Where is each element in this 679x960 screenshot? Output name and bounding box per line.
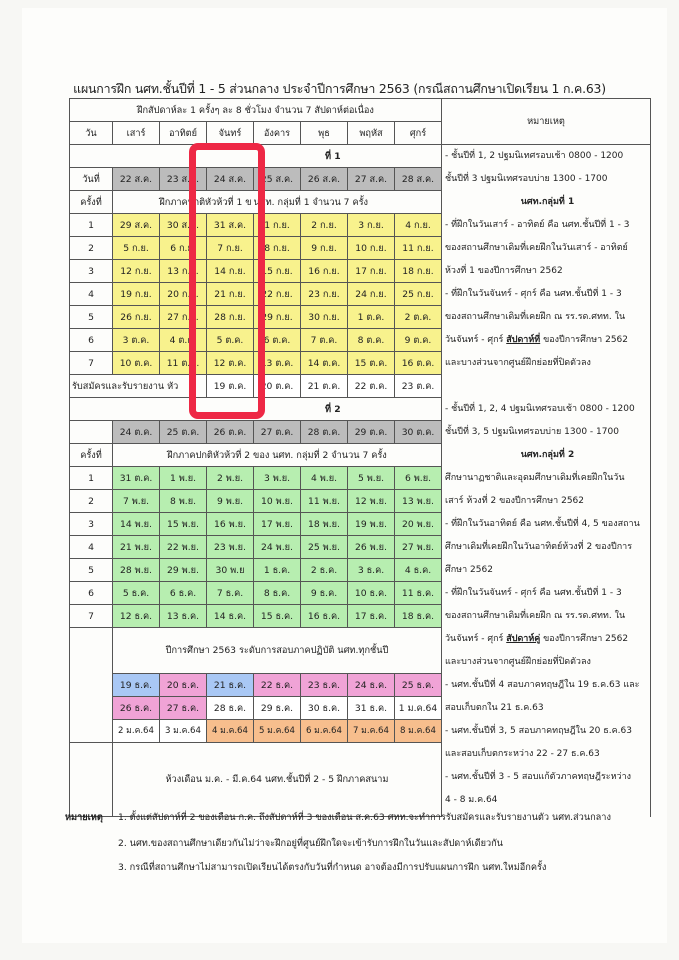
exam-date: 4 ม.ค.64 — [207, 720, 254, 743]
remark-text: ศึกษานาฏชาติและอุดมศึกษาเดิมที่เคยฝึกในวัน — [442, 467, 651, 490]
group1-date: 3 ก.ย. — [348, 214, 395, 237]
group2-date: 3 พ.ย. — [254, 467, 301, 490]
group2-date: 6 ธ.ค. — [160, 582, 207, 605]
session-number: 7 — [70, 352, 113, 375]
exam-date: 1 ม.ค.64 — [395, 697, 442, 720]
group2-date: 12 พ.ย. — [348, 490, 395, 513]
exam-date: 20 ธ.ค. — [160, 674, 207, 697]
register-date: 23 ต.ค. — [395, 375, 442, 398]
week1-label: ที่ 1 — [70, 145, 442, 168]
table-row — [70, 352, 651, 375]
day-header: พฤหัส — [348, 122, 395, 145]
remark-text: - นศท.ชั้นปีที่ 4 สอบภาคทฤษฎีใน 19 ธ.ค.63 และ — [442, 674, 651, 697]
group1-date: 29 ส.ค. — [113, 214, 160, 237]
exam-date: 25 ธ.ค. — [395, 674, 442, 697]
group2-date: 10 พ.ย. — [254, 490, 301, 513]
register-label: รับสมัครและรับรายงาน หัว — [70, 375, 207, 398]
group2-date: 18 พ.ย. — [301, 513, 348, 536]
week2-date: 28 ต.ค. — [301, 421, 348, 444]
table-row — [70, 444, 651, 467]
blank-cell — [70, 720, 113, 743]
day-header: อาทิตย์ — [160, 122, 207, 145]
group2-date: 17 ธ.ค. — [348, 605, 395, 628]
group1-date: 21 ก.ย. — [207, 283, 254, 306]
table-row — [70, 559, 651, 582]
group1-date: 30 ก.ย. — [301, 306, 348, 329]
group2-date: 10 ธ.ค. — [348, 582, 395, 605]
session-number: 6 — [70, 582, 113, 605]
group2-date: 29 พ.ย. — [160, 559, 207, 582]
note-2: 2. นศท.ของสถานศึกษาเดียวกันไม่ว่าจะฝึกอยู่ที่ศูนย์ฝึกใดจะเข้ารับการฝึกในวันและสัปดาห์เดียวกัน — [118, 838, 503, 849]
group1-date: 6 ก.ย. — [160, 237, 207, 260]
highlight-box — [189, 143, 265, 419]
group2-date: 15 พ.ย. — [160, 513, 207, 536]
exam-title: ปีการศึกษา 2563 ระดับการสอบภาคปฏิบัติ นศท.ทุกชั้นปี — [113, 628, 442, 674]
day-header: ศุกร์ — [395, 122, 442, 145]
date-label — [70, 421, 113, 444]
group2-date: 24 พ.ย. — [254, 536, 301, 559]
week1-date: 23 ส.ค. — [160, 168, 207, 191]
group1-date: 27 ก.ย. — [160, 306, 207, 329]
group2-date: 30 พ.ย — [207, 559, 254, 582]
remark-text: - ที่ฝึกในวันอาทิตย์ คือ นศท.ชั้นปีที่ 4, 5 ของสถาน — [442, 513, 651, 536]
group2-date: 7 ธ.ค. — [207, 582, 254, 605]
group2-date: 27 พ.ย. — [395, 536, 442, 559]
group1-date: 16 ก.ย. — [301, 260, 348, 283]
exam-date: 3 ม.ค.64 — [160, 720, 207, 743]
session-number: 2 — [70, 490, 113, 513]
remark-fragment: วันจันทร์ - ศุกร์ — [445, 633, 507, 644]
group1-date: 7 ต.ค. — [301, 329, 348, 352]
group2-date: 18 ธ.ค. — [395, 605, 442, 628]
group1-date: 29 ก.ย. — [254, 306, 301, 329]
week1-date: 22 ส.ค. — [113, 168, 160, 191]
group1-date: 7 ก.ย. — [207, 237, 254, 260]
day-header: อังคาร — [254, 122, 301, 145]
day-header: เสาร์ — [113, 122, 160, 145]
time-label: ครั้งที่ — [70, 191, 113, 214]
group2-date: 16 ธ.ค. — [301, 605, 348, 628]
group1-date: 6 ต.ค. — [254, 329, 301, 352]
remark-text: ของสถานศึกษาเดิมที่เคยฝึกในวันเสาร์ - อาทิตย์ — [442, 237, 651, 260]
session-number: 5 — [70, 559, 113, 582]
group1-date: 23 ก.ย. — [301, 283, 348, 306]
remark-text: ศึกษาเดิมที่เคยฝึกในวันอาทิตย์ห้วงที่ 2 ของปีการ — [442, 536, 651, 559]
week1-date: 27 ส.ค. — [348, 168, 395, 191]
table-row — [70, 697, 651, 720]
exam-date: 23 ธ.ค. — [301, 674, 348, 697]
table-row — [70, 306, 651, 329]
exam-date: 27 ธ.ค. — [160, 697, 207, 720]
remark-text: - นศท.ชั้นปีที่ 3, 5 สอบภาคทฤษฎีใน 20 ธ.ค.63 — [442, 720, 651, 743]
week1-date: 25 ส.ค. — [254, 168, 301, 191]
remark-fragment: ของปีการศึกษา 2562 — [540, 633, 629, 644]
remark-text: นศท.กลุ่มที่ 1 — [442, 191, 651, 214]
group1-title-left: ฝึกภาคปกติหัวห้วที่ 1 ข — [113, 191, 254, 214]
frequency-header: ฝึกสัปดาห์ละ 1 ครั้งๆ ละ 8 ชั่วโมง จำนวน 7 สัปดาห์ต่อเนื่อง — [70, 99, 442, 122]
group1-date: 5 ก.ย. — [113, 237, 160, 260]
session-number: 3 — [70, 513, 113, 536]
group2-date: 22 พ.ย. — [160, 536, 207, 559]
remark-text: และบางส่วนจากศูนย์ฝึกย่อยที่ปิดตัวลง — [442, 651, 651, 674]
group1-date: 22 ก.ย. — [254, 283, 301, 306]
group2-date: 5 ธ.ค. — [113, 582, 160, 605]
exam-date: 28 ธ.ค. — [207, 697, 254, 720]
group2-date: 9 ธ.ค. — [301, 582, 348, 605]
remark-text: - ที่ฝึกในวันจันทร์ - ศุกร์ คือ นศท.ชั้นปีที่ 1 - 3 — [442, 582, 651, 605]
exam-date: 29 ธ.ค. — [254, 697, 301, 720]
group1-date: 11 ต.ค. — [160, 352, 207, 375]
table-row — [70, 283, 651, 306]
table-row — [70, 628, 651, 651]
day-header: จันทร์ — [207, 122, 254, 145]
group1-date: 28 ก.ย. — [207, 306, 254, 329]
exam-date: 24 ธ.ค. — [348, 674, 395, 697]
group1-date: 13 ต.ค. — [254, 352, 301, 375]
remark-text — [442, 329, 651, 352]
table-row — [70, 513, 651, 536]
group2-date: 2 พ.ย. — [207, 467, 254, 490]
group2-date: 23 พ.ย. — [207, 536, 254, 559]
table-row — [70, 398, 651, 421]
group2-date: 8 ธ.ค. — [254, 582, 301, 605]
remark-text: ของสถานศึกษาเดิมที่เคยฝึก ณ รร.รด.ศทท. ใน — [442, 605, 651, 628]
group1-date: 26 ก.ย. — [113, 306, 160, 329]
table-row — [70, 490, 651, 513]
exam-date: 7 ม.ค.64 — [348, 720, 395, 743]
note-1: 1. ตั้งแต่สัปดาห์ที่ 2 ของเดือน ก.ค. ถึงสัปดาห์ที่ 3 ของเดือน ส.ค.63 ศทท.จะทำการรับสมัครและรับรายงานตัว นศท.ส่วนกลาง — [118, 812, 611, 823]
table-row — [70, 168, 651, 191]
group1-date: 20 ก.ย. — [160, 283, 207, 306]
training-schedule-table — [69, 98, 651, 817]
remark-text: 4 - 8 ม.ค.64 — [442, 789, 651, 812]
group2-date: 11 ธ.ค. — [395, 582, 442, 605]
remark-text: และสอบเก็บตกระหว่าง 22 - 27 ธ.ค.63 — [442, 743, 651, 766]
week2-date: 30 ต.ค. — [395, 421, 442, 444]
group2-date: 21 พ.ย. — [113, 536, 160, 559]
table-row — [70, 582, 651, 605]
session-number: 4 — [70, 283, 113, 306]
remarks-header: หมายเหตุ — [442, 99, 651, 145]
table-row — [70, 467, 651, 490]
week2-date: 26 ต.ค. — [207, 421, 254, 444]
week2-date: 27 ต.ค. — [254, 421, 301, 444]
table-row — [70, 743, 651, 766]
notes-label: หมายเหตุ — [65, 812, 103, 823]
group2-date: 31 ต.ค. — [113, 467, 160, 490]
week1-date: 26 ส.ค. — [301, 168, 348, 191]
group2-date: 4 พ.ย. — [301, 467, 348, 490]
table-row — [70, 237, 651, 260]
group1-date: 15 ต.ค. — [348, 352, 395, 375]
blank-cell — [70, 628, 113, 674]
session-number: 4 — [70, 536, 113, 559]
group1-date: 31 ส.ค. — [207, 214, 254, 237]
exam-date: 8 ม.ค.64 — [395, 720, 442, 743]
day-header: พุธ — [301, 122, 348, 145]
group2-date: 13 พ.ย. — [395, 490, 442, 513]
remark-text: - ชั้นปีที่ 1, 2, 4 ปฐมนิเทศรอบเช้า 0800 - 1200 — [442, 398, 651, 421]
week2-label: ที่ 2 — [70, 398, 442, 421]
group1-title-right: นศท. กลุ่มที่ 1 จำนวน 7 ครั้ง — [254, 191, 442, 214]
exam-date: 6 ม.ค.64 — [301, 720, 348, 743]
remark-text: - ที่ฝึกในวันเสาร์ - อาทิตย์ คือ นศท.ชั้นปีที่ 1 - 3 — [442, 214, 651, 237]
group2-date: 9 พ.ย. — [207, 490, 254, 513]
group2-title: ฝึกภาคปกติหัวห้วที่ 2 ของ นศท. กลุ่มที่ 2 จำนวน 7 ครั้ง — [113, 444, 442, 467]
group1-date: 25 ก.ย. — [395, 283, 442, 306]
remark-text: - ที่ฝึกในวันจันทร์ - ศุกร์ คือ นศท.ชั้นปีที่ 1 - 3 — [442, 283, 651, 306]
group1-date: 9 ต.ค. — [395, 329, 442, 352]
group2-date: 26 พ.ย. — [348, 536, 395, 559]
group2-date: 5 พ.ย. — [348, 467, 395, 490]
group1-date: 14 ต.ค. — [301, 352, 348, 375]
table-row — [70, 145, 651, 168]
exam-date: 26 ธ.ค. — [113, 697, 160, 720]
session-number: 1 — [70, 214, 113, 237]
group1-date: 11 ก.ย. — [395, 237, 442, 260]
group2-date: 2 ธ.ค. — [301, 559, 348, 582]
table-row — [70, 191, 651, 214]
week2-date: 25 ต.ค. — [160, 421, 207, 444]
group2-date: 15 ธ.ค. — [254, 605, 301, 628]
week1-date: 24 ส.ค. — [207, 168, 254, 191]
table-row — [70, 375, 651, 398]
group1-date: 18 ก.ย. — [395, 260, 442, 283]
session-number: 1 — [70, 467, 113, 490]
time-label: ครั้งที่ — [70, 444, 113, 467]
group2-date: 4 ธ.ค. — [395, 559, 442, 582]
exam-date: 21 ธ.ค. — [207, 674, 254, 697]
session-number: 7 — [70, 605, 113, 628]
table-row — [70, 536, 651, 559]
date-label: วันที่ — [70, 168, 113, 191]
exam-date: 22 ธ.ค. — [254, 674, 301, 697]
group2-date: 1 ธ.ค. — [254, 559, 301, 582]
table-row — [70, 99, 651, 122]
remark-text: สอบเก็บตกใน 21 ธ.ค.63 — [442, 697, 651, 720]
register-date: 22 ต.ค. — [348, 375, 395, 398]
table-row — [70, 260, 651, 283]
remark-text: และบางส่วนจากศูนย์ฝึกย่อยที่ปิดตัวลง — [442, 352, 651, 375]
group1-date: 1 ก.ย. — [254, 214, 301, 237]
page-title: แผนการฝึก นศท.ชั้นปีที่ 1 - 5 ส่วนกลาง ประจำปีการศึกษา 2563 (กรณีสถานศึกษาเปิดเรียน 1 ก.ค.63) — [73, 81, 606, 96]
group1-date: 9 ก.ย. — [301, 237, 348, 260]
group1-date: 14 ก.ย. — [207, 260, 254, 283]
remark-fragment: วันจันทร์ - ศุกร์ — [445, 334, 507, 345]
remark-text: เสาร์ ห้วงที่ 2 ของปีการศึกษา 2562 — [442, 490, 651, 513]
week1-date: 28 ส.ค. — [395, 168, 442, 191]
exam-date: 2 ม.ค.64 — [113, 720, 160, 743]
group1-date: 16 ต.ค. — [395, 352, 442, 375]
note-3: 3. กรณีที่สถานศึกษาไม่สามารถเปิดเรียนได้ตรงกับวันที่กำหนด อาจต้องมีการปรับแผนการฝึก นศท.ใหม่อีกครั้ง — [118, 862, 547, 873]
group1-date: 8 ก.ย. — [254, 237, 301, 260]
group1-date: 3 ต.ค. — [113, 329, 160, 352]
session-number: 6 — [70, 329, 113, 352]
register-date: 21 ต.ค. — [301, 375, 348, 398]
week2-date: 29 ต.ค. — [348, 421, 395, 444]
group1-date: 10 ต.ค. — [113, 352, 160, 375]
remark-text: ห้วงที่ 1 ของปีการศึกษา 2562 — [442, 260, 651, 283]
group1-date: 8 ต.ค. — [348, 329, 395, 352]
group1-date: 13 ก.ย. — [160, 260, 207, 283]
remark-text: ชั้นปีที่ 3, 5 ปฐมนิเทศรอบบ่าย 1300 - 1700 — [442, 421, 651, 444]
group2-date: 12 ธ.ค. — [113, 605, 160, 628]
remark-fragment: สัปดาห์ที่ — [506, 334, 541, 345]
table-row — [70, 214, 651, 237]
group1-date: 30 ส.ค. — [160, 214, 207, 237]
group1-date: 24 ก.ย. — [348, 283, 395, 306]
table-row — [70, 674, 651, 697]
table-row — [70, 329, 651, 352]
blank-cell — [70, 674, 113, 697]
group2-date: 11 พ.ย. — [301, 490, 348, 513]
group1-date: 4 ก.ย. — [395, 214, 442, 237]
group1-date: 5 ต.ค. — [207, 329, 254, 352]
group1-date: 15 ก.ย. — [254, 260, 301, 283]
remark-text: ชั้นปีที่ 3 ปฐมนิเทศรอบบ่าย 1300 - 1700 — [442, 168, 651, 191]
session-number: 5 — [70, 306, 113, 329]
group2-date: 14 พ.ย. — [113, 513, 160, 536]
week2-date: 24 ต.ค. — [113, 421, 160, 444]
group1-date: 1 ต.ค. — [348, 306, 395, 329]
group2-date: 17 พ.ย. — [254, 513, 301, 536]
blank-cell — [70, 697, 113, 720]
group1-date: 4 ต.ค. — [160, 329, 207, 352]
register-date: 19 ต.ค. — [207, 375, 254, 398]
day-label: วัน — [70, 122, 113, 145]
blank-cell — [70, 743, 113, 817]
group1-date: 10 ก.ย. — [348, 237, 395, 260]
group2-date: 25 พ.ย. — [301, 536, 348, 559]
group2-date: 1 พ.ย. — [160, 467, 207, 490]
remark-text: นศท.กลุ่มที่ 2 — [442, 444, 651, 467]
exam-date: 30 ธ.ค. — [301, 697, 348, 720]
remark-text: - ชั้นปีที่ 1, 2 ปฐมนิเทศรอบเช้า 0800 - 1200 — [442, 145, 651, 168]
group2-date: 14 ธ.ค. — [207, 605, 254, 628]
remark-fragment: ของปีการศึกษา 2562 — [540, 334, 628, 345]
group2-date: 3 ธ.ค. — [348, 559, 395, 582]
remark-text: ศึกษา 2562 — [442, 559, 651, 582]
remark-text: - นศท.ชั้นปีที่ 3 - 5 สอบแก้ตัวภาคทฤษฎีระหว่าง — [442, 766, 651, 789]
exam-date: 5 ม.ค.64 — [254, 720, 301, 743]
group1-date: 12 ต.ค. — [207, 352, 254, 375]
group2-date: 6 พ.ย. — [395, 467, 442, 490]
table-row — [70, 720, 651, 743]
remark-text — [442, 628, 651, 651]
exam-date: 31 ธ.ค. — [348, 697, 395, 720]
remark-text — [442, 375, 651, 398]
group2-date: 16 พ.ย. — [207, 513, 254, 536]
group1-date: 2 ก.ย. — [301, 214, 348, 237]
register-date: 20 ต.ค. — [254, 375, 301, 398]
session-number: 2 — [70, 237, 113, 260]
group2-date: 13 ธ.ค. — [160, 605, 207, 628]
exam-date: 19 ธ.ค. — [113, 674, 160, 697]
group2-date: 28 พ.ย. — [113, 559, 160, 582]
group1-date: 19 ก.ย. — [113, 283, 160, 306]
remark-fragment: สัปดาห์คู่ — [506, 633, 541, 644]
group1-date: 2 ต.ค. — [395, 306, 442, 329]
table-row — [70, 605, 651, 628]
group1-date: 17 ก.ย. — [348, 260, 395, 283]
table-row — [70, 421, 651, 444]
group1-date: 12 ก.ย. — [113, 260, 160, 283]
field-training-text: ห้วงเดือน ม.ค. - มี.ค.64 นศท.ชั้นปีที่ 2 - 5 ฝึกภาคสนาม — [113, 743, 442, 817]
group2-date: 20 พ.ย. — [395, 513, 442, 536]
group2-date: 19 พ.ย. — [348, 513, 395, 536]
session-number: 3 — [70, 260, 113, 283]
group2-date: 8 พ.ย. — [160, 490, 207, 513]
remark-text: ของสถานศึกษาเดิมที่เคยฝึก ณ รร.รด.ศทท. ใน — [442, 306, 651, 329]
group2-date: 7 พ.ย. — [113, 490, 160, 513]
